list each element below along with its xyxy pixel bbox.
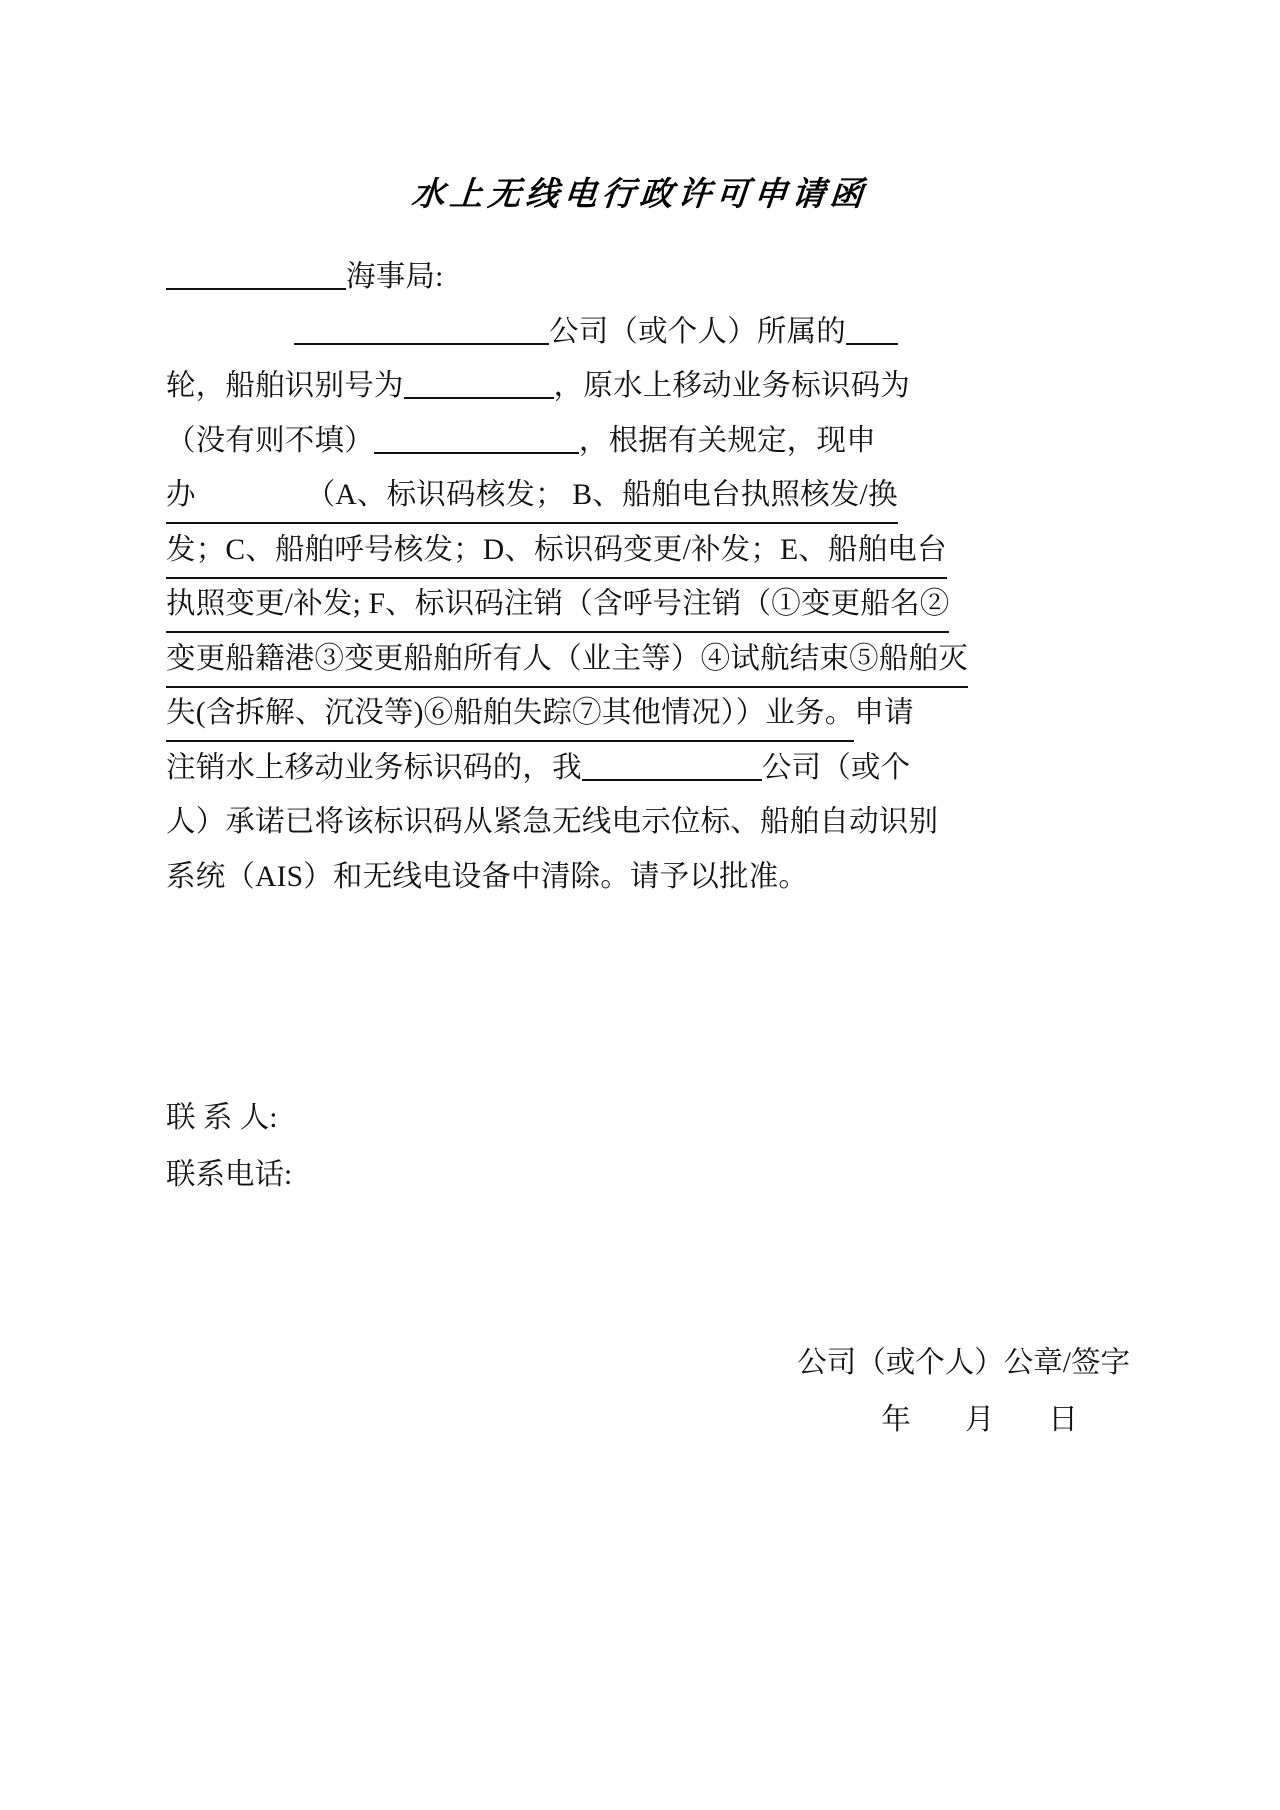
body-line-2-head: 轮，船舶识别号为 <box>166 370 404 402</box>
vessel-name-blank[interactable] <box>846 317 898 345</box>
mmsi-blank[interactable] <box>374 426 579 454</box>
date-line <box>797 1392 1130 1449</box>
body-line-2-tail: ，原水上移动业务标识码为 <box>553 370 911 402</box>
body-line-9 <box>166 741 966 796</box>
body-line-7-text: 变更船籍港③变更船舶所有人（业主等）④试航结束⑤船舶灭 <box>166 634 968 688</box>
salutation-line <box>166 250 966 305</box>
body-line-10-text: 人）承诺已将该标识码从紧急无线电示位标、船舶自动识别 <box>166 806 939 838</box>
body-line-7 <box>166 632 966 687</box>
salutation-label: 海事局: <box>346 261 444 293</box>
bureau-name-blank[interactable] <box>166 262 346 290</box>
body-line-9-tail: 公司（或个 <box>761 751 911 784</box>
contact-phone-label: 联系电话: <box>166 1159 293 1191</box>
contact-block <box>166 1090 292 1204</box>
body-line-8 <box>166 686 966 741</box>
body-line-4 <box>166 468 966 523</box>
body-line-10 <box>166 795 966 850</box>
body-line-1-text: 公司（或个人）所属的 <box>549 315 847 348</box>
body-line-4-head: 办 <box>166 479 196 511</box>
body-line-1 <box>166 305 966 360</box>
body-line-3-head: （没有则不填） <box>166 424 374 457</box>
body-line-8-tail: 申请 <box>854 697 914 729</box>
body-line-11 <box>166 850 966 905</box>
body-line-3-tail: ，根据有关规定，现申 <box>578 424 876 457</box>
contact-person-label: 联 系 人: <box>166 1102 278 1134</box>
body-line-5-text: 发；C、船舶呼号核发；D、标识码变更/补发；E、船舶电台 <box>166 525 947 579</box>
body-line-6-text: 执照变更/补发; F、标识码注销（含呼号注销（①变更船名② <box>166 579 949 633</box>
day-label: 日 <box>1048 1404 1080 1436</box>
body-line-6 <box>166 577 966 632</box>
body-line-5 <box>166 523 966 578</box>
body-line-3 <box>166 414 966 469</box>
body-line-2 <box>166 359 966 414</box>
company-name-blank[interactable] <box>294 317 549 345</box>
year-label: 年 <box>881 1404 913 1436</box>
signature-block <box>797 1335 1130 1449</box>
body-line-4-tail: （A、标识码核发； B、船舶电台执照核发/换 <box>305 479 898 511</box>
body-line-9-head: 注销水上移动业务标识码的，我 <box>166 751 582 784</box>
vessel-id-blank[interactable] <box>404 371 554 399</box>
contact-person-row <box>166 1090 292 1147</box>
body-line-8-text: 失(含拆解、沉没等)⑥船舶失踪⑦其他情况））业务。 <box>166 688 854 742</box>
page-title: 水上无线电行政许可申请函 <box>410 174 870 213</box>
contact-phone-row <box>166 1147 292 1204</box>
month-label: 月 <box>964 1404 997 1436</box>
body-line-11-text: 系统（AIS）和无线电设备中清除。请予以批准。 <box>166 860 809 893</box>
stamp-label: 公司（或个人）公章/签字 <box>797 1347 1130 1379</box>
document-body <box>166 250 966 904</box>
cancel-company-blank[interactable] <box>582 753 762 781</box>
